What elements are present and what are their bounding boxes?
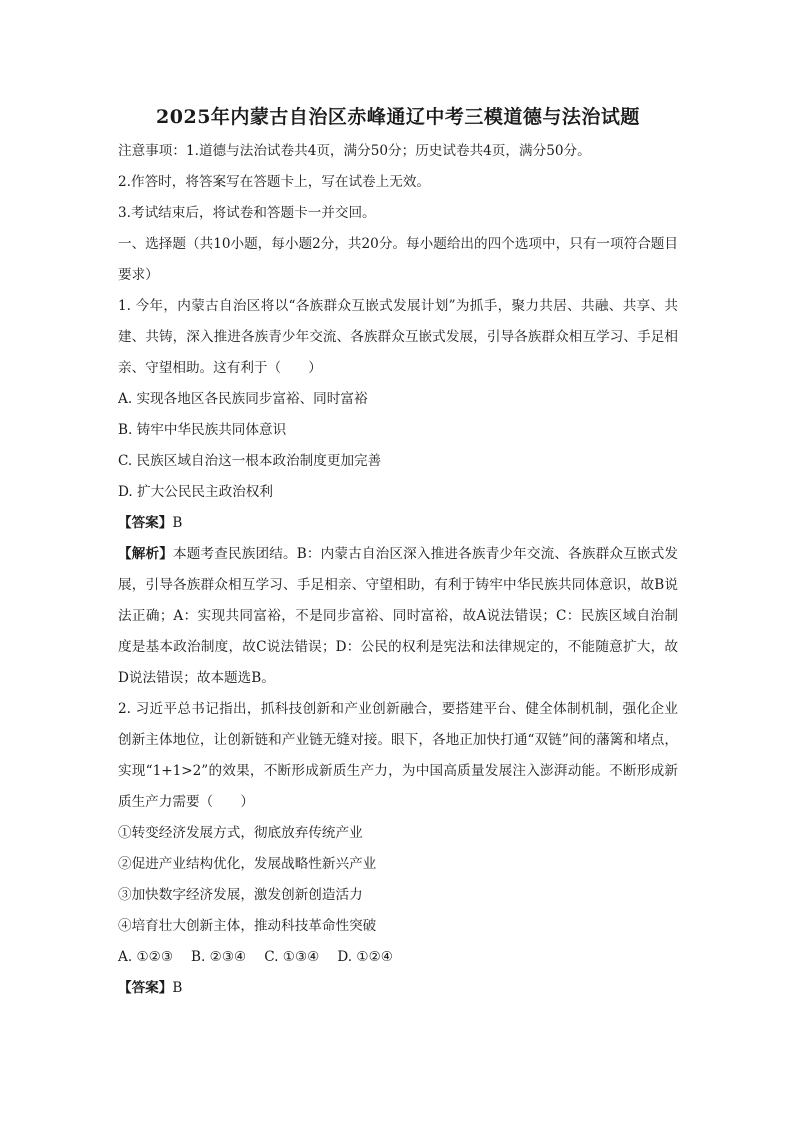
section-heading: 一、选择题（共10小题，每小题2分，共20分。每小题给出的四个选项中，只有一项符合题目要求） <box>118 236 678 283</box>
question-2-answer <box>118 973 678 1004</box>
question-1-option-b: B. 铸牢中华民族共同体意识 <box>118 422 287 438</box>
exam-page <box>118 100 678 1004</box>
answer-label: 【答案】 <box>118 515 173 531</box>
question-1-answer <box>118 508 678 539</box>
question-2-item-4: ④培育壮大创新主体，推动科技革命性突破 <box>118 918 377 934</box>
question-1-option-c: C. 民族区域自治这一根本政治制度更加完善 <box>118 453 382 469</box>
answer-label: 【答案】 <box>118 980 173 996</box>
page-title: 2025年内蒙古自治区赤峰通辽中考三模道德与法治试题 <box>156 106 640 128</box>
answer-value: B <box>172 515 183 531</box>
question-2-item-1: ①转变经济发展方式，彻底放弃传统产业 <box>118 825 363 841</box>
question-2-option-d: D. ①②④ <box>337 949 393 965</box>
question-2-item-2: ②促进产业结构优化，发展战略性新兴产业 <box>118 856 377 872</box>
analysis-label: 【解析】 <box>118 546 173 562</box>
question-2-option-b: B. ②③④ <box>191 949 247 965</box>
question-1-option-d: D. 扩大公民民主政治权利 <box>118 484 273 500</box>
question-1-option-a: A. 实现各地区各民族同步富裕、同时富裕 <box>118 391 368 407</box>
question-2-stem: 2. 习近平总书记指出，抓科技创新和产业创新融合，要搭建平台、健全体制机制，强化企业创新主体地位，让创新链和产业链无缝对接。眼下，各地正加快打通“双链”间的藩篱和堵点，实现“1+1>2”的效果，不断形成新质生产力，为中国高质量发展注入澎湃动能。不断形成新质生产力需要（ ） <box>118 701 678 810</box>
analysis-text: 本题考查民族团结。B：内蒙古自治区深入推进各族青少年交流、各族群众互嵌式发展，引导各族群众相互学习、手足相亲、守望相助，有利于铸牢中华民族共同体意识，故B说法正确；A：实现共同富裕，不是同步富裕、同时富裕，故A说法错误；C：民族区域自治制度是基本政治制度，故C说法错误；D：公民的权利是宪法和法律规定的，不能随意扩大，故D说法错误；故本题选B。 <box>118 546 678 686</box>
notes-line-1: 注意事项：1.道德与法治试卷共4页，满分50分；历史试卷共4页，满分50分。 <box>118 143 591 159</box>
question-2-item-3: ③加快数字经济发展，激发创新创造活力 <box>118 887 363 903</box>
answer-value: B <box>172 980 183 996</box>
question-1-stem: 1. 今年，内蒙古自治区将以“各族群众互嵌式发展计划”为抓手，聚力共居、共融、共享、共建、共铸，深入推进各族青少年交流、各族群众互嵌式发展，引导各族群众相互学习、手足相亲、守望相助。这有利于（ ） <box>118 298 678 376</box>
notes-line-3: 3.考试结束后，将试卷和答题卡一并交回。 <box>118 205 376 221</box>
question-1-analysis <box>118 539 678 694</box>
notes-line-2: 2.作答时，将答案写在答题卡上，写在试卷上无效。 <box>118 174 431 190</box>
question-2-option-a: A. ①②③ <box>118 949 174 965</box>
question-2-options <box>118 942 678 973</box>
question-2-option-c: C. ①③④ <box>264 949 320 965</box>
